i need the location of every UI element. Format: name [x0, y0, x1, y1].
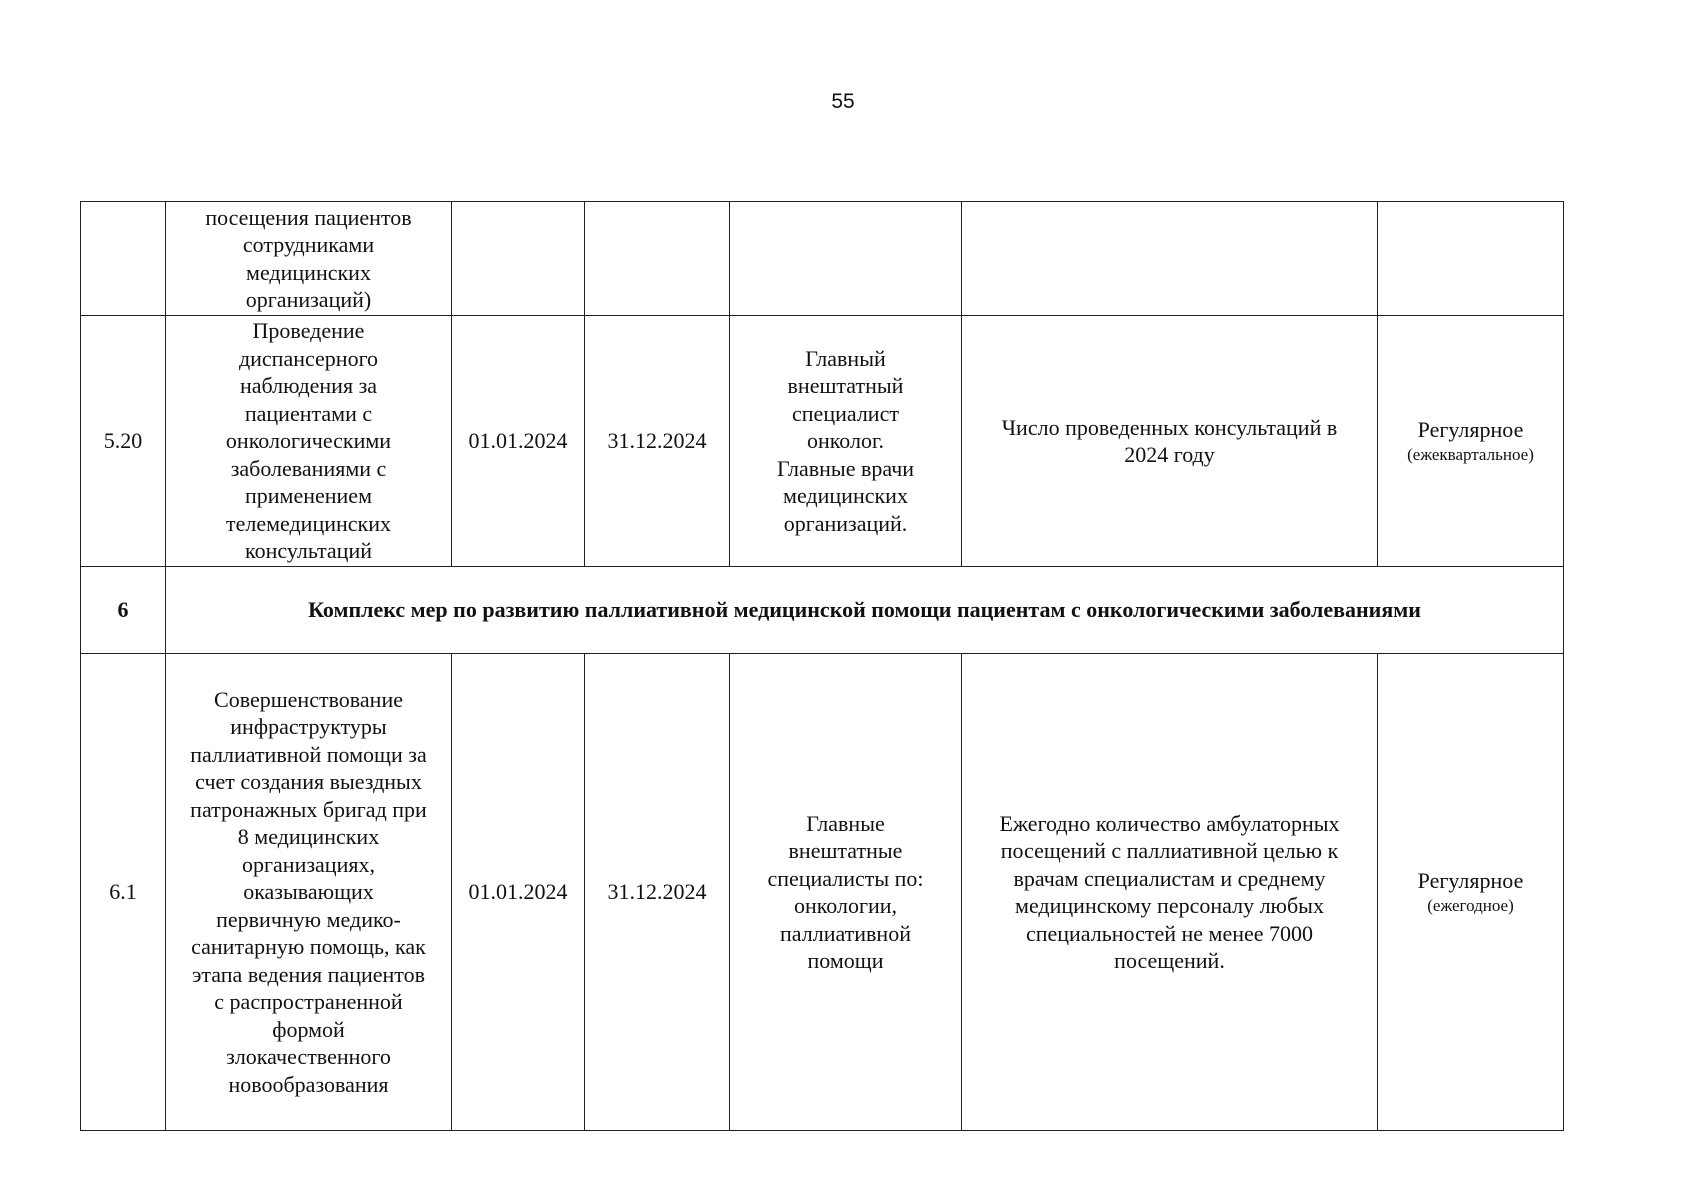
section-row-6 [81, 567, 1564, 654]
activities-table [80, 201, 1564, 1131]
table-row-continuation [81, 202, 1564, 316]
cell-num [81, 202, 166, 316]
cell-responsible [730, 202, 962, 316]
cell-frequency [1378, 654, 1564, 1131]
cell-start [452, 202, 585, 316]
cell-activity: Совершенствование инфраструктуры паллиативной помощи за счет создания выездных патронажных бригад при 8 медицинских организациях, оказывающих первичную медико- санитарную помощь, как этапа ведения пациентов с распространенной формой злокачественного новообразования [166, 654, 452, 1131]
section-title: Комплекс мер по развитию паллиативной медицинской помощи пациентам с онкологическими заболеваниями [166, 567, 1564, 654]
cell-start: 01.01.2024 [452, 654, 585, 1131]
frequency-note: (ежеквартальное) [1407, 444, 1534, 464]
cell-end: 31.12.2024 [585, 654, 730, 1131]
cell-frequency [1378, 202, 1564, 316]
cell-end: 31.12.2024 [585, 316, 730, 567]
frequency-note: (ежегодное) [1427, 895, 1514, 915]
cell-activity: Проведение диспансерного наблюдения за пациентами с онкологическими заболеваниями с применением телемедицинских консультаций [166, 316, 452, 567]
cell-indicator: Ежегодно количество амбулаторных посещений с паллиативной целью к врачам специалистам и среднему медицинскому персоналу любых специальностей не менее 7000 посещений. [962, 654, 1378, 1131]
table-row-6-1 [81, 654, 1564, 1131]
cell-start: 01.01.2024 [452, 316, 585, 567]
frequency-label: Регулярное [1417, 868, 1524, 894]
cell-activity: посещения пациентов сотрудниками медицинских организаций) [166, 202, 452, 316]
frequency-label: Регулярное [1417, 417, 1524, 443]
cell-responsible: Главный внештатный специалист онколог. Главные врачи медицинских организаций. [730, 316, 962, 567]
table-row-5-20 [81, 316, 1564, 567]
cell-frequency [1378, 316, 1564, 567]
cell-end [585, 202, 730, 316]
page-number: 55 [831, 90, 855, 113]
cell-num: 6 [81, 567, 166, 654]
cell-indicator [962, 202, 1378, 316]
cell-num: 5.20 [81, 316, 166, 567]
cell-num: 6.1 [81, 654, 166, 1131]
cell-responsible: Главные внештатные специалисты по: онкологии, паллиативной помощи [730, 654, 962, 1131]
cell-indicator: Число проведенных консультаций в 2024 году [962, 316, 1378, 567]
